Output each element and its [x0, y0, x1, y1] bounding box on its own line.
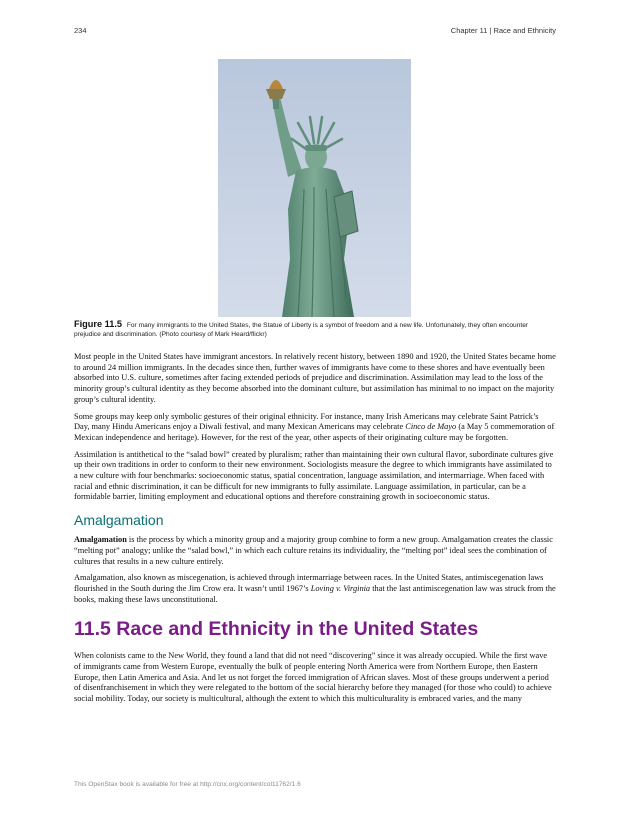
figure-label: Figure 11.5	[74, 319, 123, 329]
crown-band	[305, 145, 327, 151]
cinco-de-mayo-term: Cinco de Mayo	[405, 422, 457, 432]
torch-handle	[273, 99, 279, 109]
page-header	[74, 26, 556, 38]
body-text	[74, 352, 556, 711]
amalgamation-heading: Amalgamation	[74, 512, 164, 529]
page-number: 234	[74, 26, 87, 35]
loving-v-virginia-case: Loving v. Virginia	[310, 583, 371, 593]
page-footer: This OpenStax book is available for free at http://cnx.org/content/col11762/1.6	[74, 781, 301, 788]
section-heading: 11.5 Race and Ethnicity in the United States	[74, 618, 479, 641]
paragraph-2	[74, 412, 556, 444]
paragraph-2-start: Some groups may keep only symbolic gestures of their original ethnicity. For instance, many Irish Americans may celebrate Saint Patrick’s Day, many Hindu Americans enjoy a Diwali festival, and many Mexican Americans may celebrate	[74, 411, 539, 432]
paragraph-4-text: is the process by which a minority group and a majority group combine to form a new group. Amalgamation creates the classic “melting pot” analogy; unlike the “salad bowl,” in which each culture retains its individuality, the “melting pot” ideal sees the combination of cultures that results in a new culture entirely.	[74, 535, 553, 566]
figure-caption	[74, 320, 556, 339]
paragraph-5	[74, 573, 556, 605]
chapter-title: Chapter 11 | Race and Ethnicity	[450, 26, 556, 35]
paragraph-5-start: Amalgamation, also known as miscegenation, is achieved through intermarriage between races. In the United States, antimiscegenation laws flourished in the South during the Jim Crow era. It wasn’t until 1967’s	[74, 573, 544, 593]
paragraph-3: Assimilation is antithetical to the “salad bowl” created by pluralism; rather than maintaining their own cultural flavor, subordinate cultures give up their own traditions in order to conform to their new environment. Sociologists measure the degree to which immigrants have assimilated to a new culture with four benchmarks: socioeconomic status, spatial concentration, language assimilation, and intermarriage. When faced with racial and ethnic discrimination, it can be difficult for new immigrants to fully assimilate. Language assimilation, in particular, can be a formidable barrier, limiting employment and educational options and therefore constraining growth in socioeconomic status.	[74, 449, 554, 502]
paragraph-1: Most people in the United States have immigrant ancestors. In relatively recent history, between 1890 and 1920, the United States became home to around 24 million immigrants. In the decades since then, further waves of immigrants have come to these shores and have eventually been absorbed into U.S. culture, sometimes after facing extended periods of prejudice and discrimination. Assimilation may lead to the loss of the minority group’s cultural identity as they become absorbed into the dominant culture, but assimilation has minimal to no impact on the majority group’s cultural identity.	[74, 352, 556, 404]
paragraph-6: When colonists came to the New World, they found a land that did not need “discovering” since it was already occupied. While the first wave of immigrants came from Western Europe, eventually the bulk of people entering North America were from Northern Europe, then Eastern Europe, then Latin America and Asia. And let us not forget the forced immigration of African slaves. Most of these groups underwent a period of disenfranchisement in which they were relegated to the bottom of the social hierarchy before they managed (for those who could) to achieve social mobility. Today, our society is multicultural, although the extent to which this multiculturality is embraced varies, and the many	[74, 651, 552, 704]
figure-caption-text: For many immigrants to the United States, the Statue of Liberty is a symbol of freedom and a new life. Unfortunately, they often encounter prejudice and discrimination. (Photo courtesy of Mark Heard/flickr)	[74, 322, 529, 338]
paragraph-2-end: (a May 5 commemoration of Mexican independence and heritage). However, for the rest of the year, other aspects of their originating culture may be forgotten.	[74, 422, 555, 442]
amalgamation-term: Amalgamation	[74, 535, 127, 545]
paragraph-5-end: that the last antimiscegenation law was struck from the books, making these laws unconstitutional.	[74, 583, 556, 604]
statue-illustration	[218, 59, 411, 317]
statue-of-liberty-photo	[218, 59, 411, 317]
paragraph-4	[74, 535, 556, 567]
